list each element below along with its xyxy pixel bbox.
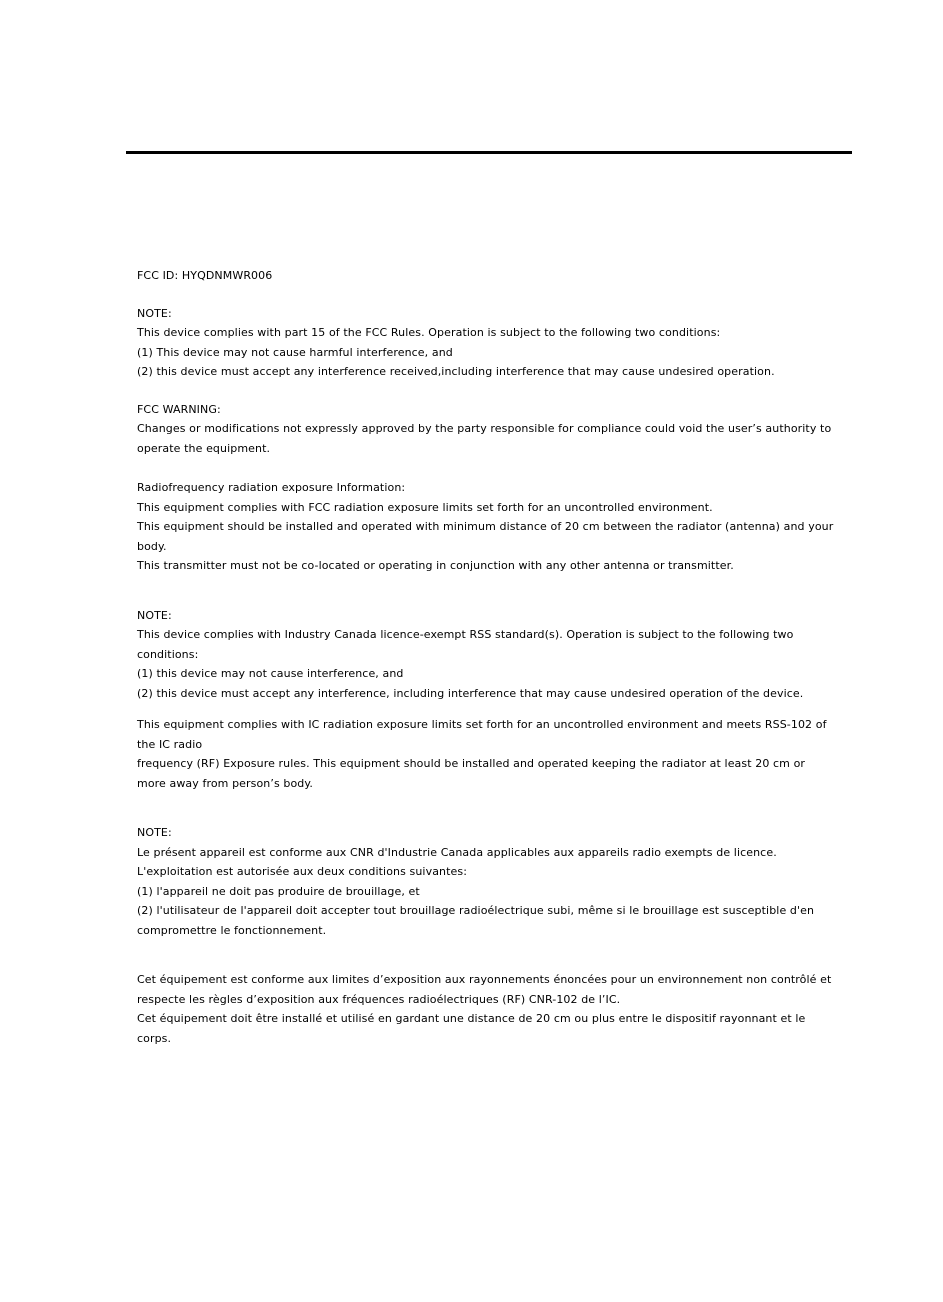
- paragraph-line: Le présent appareil est conforme aux CNR d'Industrie Canada applicables aux appareils radio exempts de licence.: [137, 845, 777, 859]
- paragraph-line: operate the equipment.: [137, 441, 271, 455]
- paragraph-line: This equipment complies with FCC radiation exposure limits set forth for an uncontrolled environment.: [137, 500, 713, 514]
- paragraph-line: This device complies with part 15 of the FCC Rules. Operation is subject to the following two conditions:: [137, 326, 721, 339]
- warning-heading: FCC WARNING:: [137, 402, 221, 416]
- paragraph-line: Changes or modifications not expressly approved by the party responsible for compliance could void the user’s authority to: [137, 422, 832, 435]
- ic-exposure-section: [137, 715, 852, 793]
- paragraph-line: respecte les règles d’exposition aux fréquences radioélectriques (RF) CNR-102 de l’IC.: [137, 992, 621, 1006]
- paragraph-line: frequency (RF) Exposure rules. This equipment should be installed and operated keeping the radiator at least 20 cm or: [137, 757, 806, 770]
- document-body: [137, 266, 852, 1048]
- paragraph-line: This equipment should be installed and operated with minimum distance of 20 cm between the radiator (antenna) and your: [137, 520, 834, 533]
- fcc-warning-section: [137, 400, 852, 459]
- note-section-fcc: [137, 304, 852, 382]
- paragraph-line: This equipment complies with IC radiation exposure limits set forth for an uncontrolled environment and meets RSS-102 of: [137, 718, 827, 731]
- note-section-ic: [137, 606, 852, 704]
- rf-heading: Radiofrequency radiation exposure Information:: [137, 481, 406, 494]
- paragraph-line: (2) this device must accept any interference, including interference that may cause undesired operation of the device.: [137, 686, 804, 700]
- note-heading: NOTE:: [137, 306, 172, 320]
- fcc-id: FCC ID: HYQDNMWR006: [137, 269, 273, 282]
- paragraph-line: This transmitter must not be co-located or operating in conjunction with any other antenna or transmitter.: [137, 559, 734, 572]
- paragraph-line: compromettre le fonctionnement.: [137, 923, 327, 937]
- paragraph-line: Cet équipement doit être installé et utilisé en gardant une distance de 20 cm ou plus entre le dispositif rayonnant et le: [137, 1012, 806, 1025]
- paragraph-line: more away from person’s body.: [137, 776, 314, 790]
- paragraph-line: corps.: [137, 1031, 172, 1045]
- paragraph-line: the IC radio: [137, 737, 203, 751]
- paragraph-line: This device complies with Industry Canada licence-exempt RSS standard(s). Operation is subject to the following two: [137, 628, 794, 641]
- note-heading: NOTE:: [137, 608, 172, 622]
- french-exposure-section: [137, 970, 852, 1048]
- paragraph-line: conditions:: [137, 647, 199, 661]
- paragraph-line: (2) l'utilisateur de l'appareil doit accepter tout brouillage radioélectrique subi, même si le brouillage est susceptible d'en: [137, 904, 815, 917]
- paragraph-line: L'exploitation est autorisée aux deux conditions suivantes:: [137, 865, 468, 878]
- paragraph-line: Cet équipement est conforme aux limites d’exposition aux rayonnements énoncées pour un environnement non contrôlé et: [137, 973, 832, 986]
- header-rule: [126, 151, 852, 154]
- paragraph-line: (1) This device may not cause harmful interference, and: [137, 345, 453, 359]
- paragraph-line: (2) this device must accept any interference received,including interference that may cause undesired operation.: [137, 365, 775, 378]
- paragraph-line: (1) l'appareil ne doit pas produire de brouillage, et: [137, 884, 420, 898]
- paragraph-line: (1) this device may not cause interference, and: [137, 667, 404, 680]
- rf-exposure-section: [137, 478, 852, 576]
- paragraph-line: body.: [137, 539, 167, 553]
- note-section-french: [137, 823, 852, 940]
- note-heading: NOTE:: [137, 826, 172, 839]
